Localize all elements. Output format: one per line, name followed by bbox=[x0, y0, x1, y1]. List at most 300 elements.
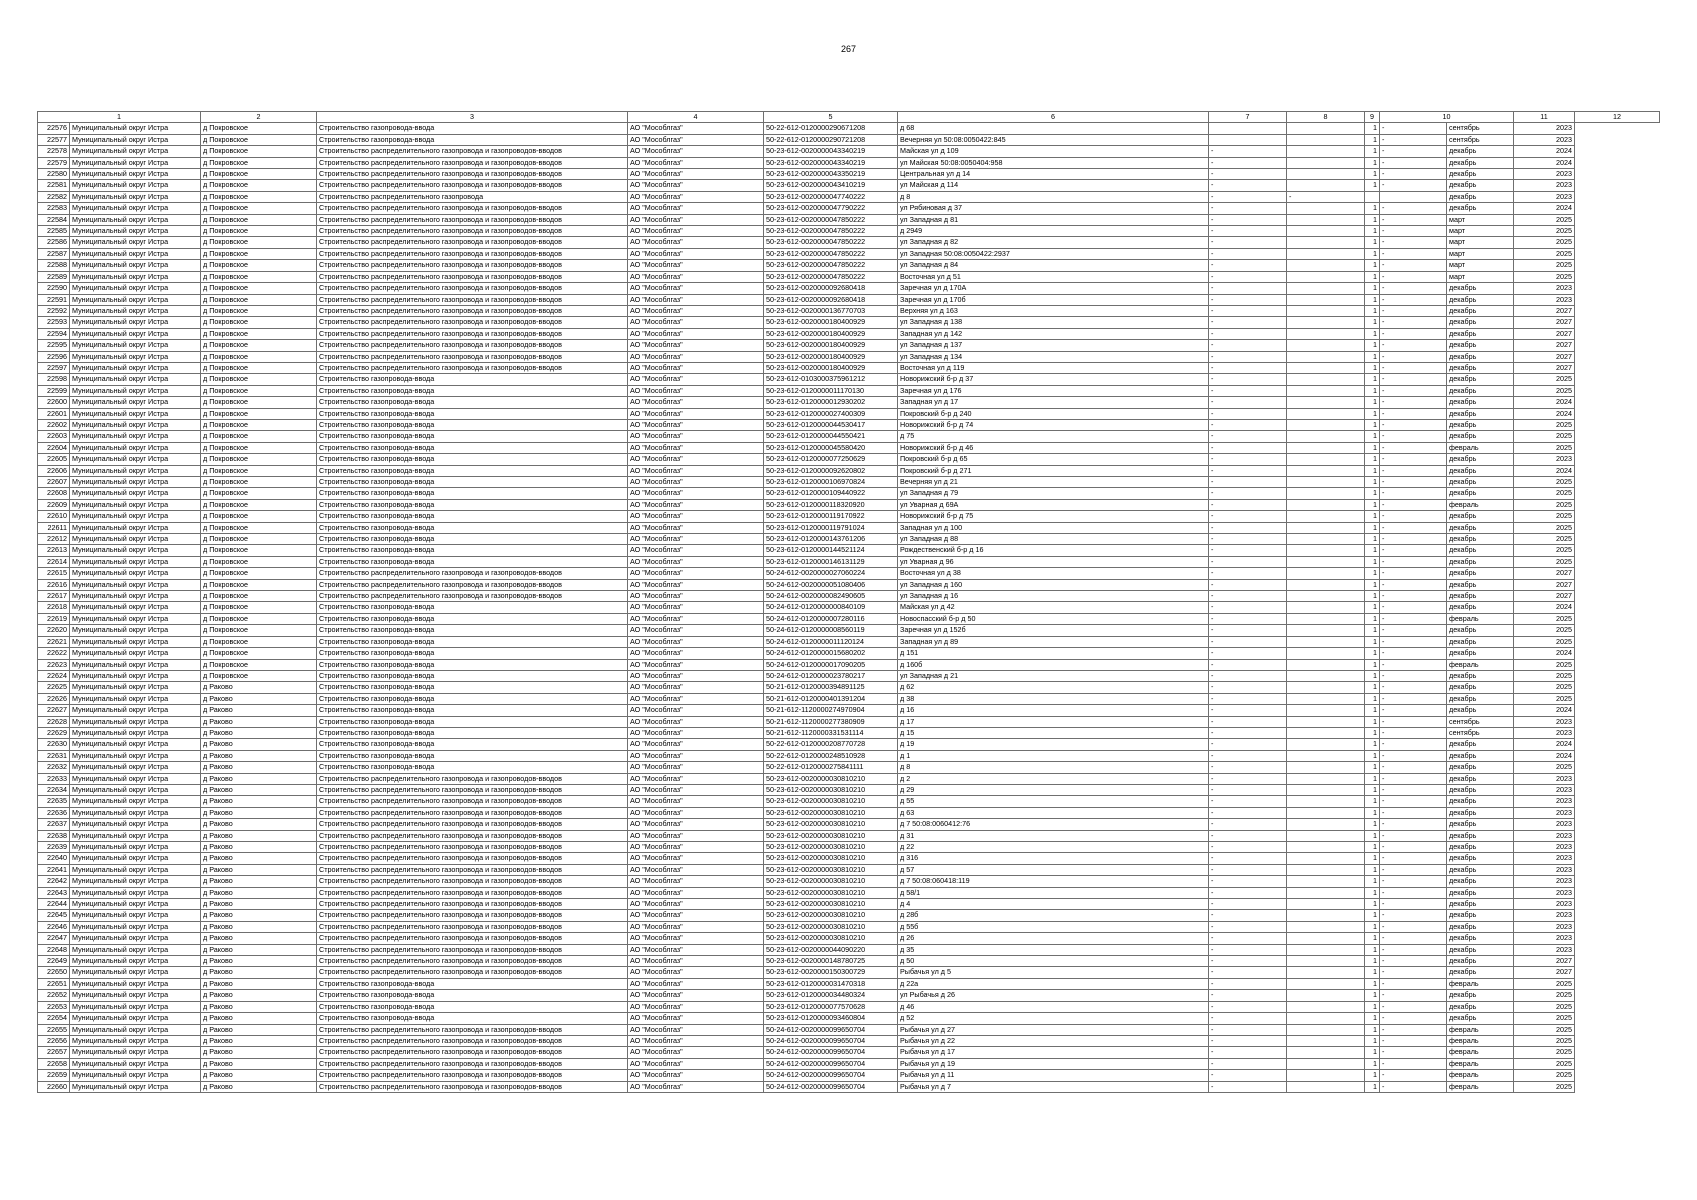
column-9-cell bbox=[1287, 226, 1365, 237]
column-8-cell: - bbox=[1209, 670, 1287, 681]
year-cell: 2025 bbox=[1514, 1070, 1575, 1081]
count-cell: 1 bbox=[1365, 864, 1380, 875]
application-number-cell: 50-23-612-0020000180400929 bbox=[764, 328, 898, 339]
year-cell: 2023 bbox=[1514, 807, 1575, 818]
address-cell: д 17 bbox=[898, 716, 1209, 727]
column-9-cell bbox=[1287, 271, 1365, 282]
column-header-2: 2 bbox=[201, 112, 317, 123]
year-cell: 2025 bbox=[1514, 237, 1575, 248]
work-type-cell: Строительство газопровода-ввода bbox=[317, 499, 628, 510]
column-10-cell: - bbox=[1380, 522, 1447, 533]
column-9-cell bbox=[1287, 1058, 1365, 1069]
column-8-cell: - bbox=[1209, 214, 1287, 225]
row-number-cell: 22616 bbox=[38, 579, 70, 590]
month-cell: декабрь bbox=[1447, 807, 1514, 818]
organization-cell: АО "Мособлгаз" bbox=[628, 990, 764, 1001]
table-row bbox=[38, 1047, 1660, 1058]
column-10-cell: - bbox=[1380, 556, 1447, 567]
column-8-cell: - bbox=[1209, 796, 1287, 807]
year-cell: 2025 bbox=[1514, 545, 1575, 556]
district-cell: Муниципальный округ Истра bbox=[70, 134, 201, 145]
table-row bbox=[38, 511, 1660, 522]
year-cell: 2023 bbox=[1514, 921, 1575, 932]
year-cell: 2025 bbox=[1514, 1024, 1575, 1035]
month-cell: сентябрь bbox=[1447, 716, 1514, 727]
row-number-cell: 22626 bbox=[38, 693, 70, 704]
application-number-cell: 50-23-612-0020000047740222 bbox=[764, 191, 898, 202]
month-cell: декабрь bbox=[1447, 431, 1514, 442]
month-cell: декабрь bbox=[1447, 351, 1514, 362]
column-8-cell: - bbox=[1209, 1013, 1287, 1024]
column-9-cell bbox=[1287, 990, 1365, 1001]
application-number-cell: 50-22-612-0120000290721208 bbox=[764, 134, 898, 145]
application-number-cell: 50-23-612-0120000012930202 bbox=[764, 397, 898, 408]
work-type-cell: Строительство распределительного газопровода и газопроводов-вводов bbox=[317, 169, 628, 180]
count-cell: 1 bbox=[1365, 705, 1380, 716]
column-10-cell: - bbox=[1380, 648, 1447, 659]
column-9-cell bbox=[1287, 397, 1365, 408]
row-number-cell: 22625 bbox=[38, 682, 70, 693]
year-cell: 2025 bbox=[1514, 1001, 1575, 1012]
column-header-6: 6 bbox=[898, 112, 1209, 123]
organization-cell: АО "Мособлгаз" bbox=[628, 819, 764, 830]
table-row bbox=[38, 682, 1660, 693]
address-cell: Рыбачья ул д 11 bbox=[898, 1070, 1209, 1081]
address-cell: д 55б bbox=[898, 921, 1209, 932]
year-cell: 2024 bbox=[1514, 203, 1575, 214]
column-10-cell: - bbox=[1380, 545, 1447, 556]
column-8-cell: - bbox=[1209, 807, 1287, 818]
application-number-cell: 50-23-612-0020000030810210 bbox=[764, 864, 898, 875]
settlement-cell: д Раково bbox=[201, 705, 317, 716]
organization-cell: АО "Мособлгаз" bbox=[628, 967, 764, 978]
application-number-cell: 50-23-612-0120000011170130 bbox=[764, 385, 898, 396]
settlement-cell: д Покровское bbox=[201, 670, 317, 681]
application-number-cell: 50-24-612-0120000007280116 bbox=[764, 613, 898, 624]
month-cell: декабрь bbox=[1447, 819, 1514, 830]
work-type-cell: Строительство распределительного газопровода и газопроводов-вводов bbox=[317, 260, 628, 271]
year-cell: 2023 bbox=[1514, 864, 1575, 875]
count-cell: 1 bbox=[1365, 1081, 1380, 1092]
row-number-cell: 22652 bbox=[38, 990, 70, 1001]
district-cell: Муниципальный округ Истра bbox=[70, 830, 201, 841]
count-cell: 1 bbox=[1365, 773, 1380, 784]
month-cell: февраль bbox=[1447, 1035, 1514, 1046]
organization-cell: АО "Мособлгаз" bbox=[628, 921, 764, 932]
table-row bbox=[38, 271, 1660, 282]
table-row bbox=[38, 887, 1660, 898]
settlement-cell: д Покровское bbox=[201, 351, 317, 362]
column-8-cell: - bbox=[1209, 191, 1287, 202]
application-number-cell: 50-23-612-0120000092620802 bbox=[764, 465, 898, 476]
column-10-cell: - bbox=[1380, 693, 1447, 704]
count-cell: 1 bbox=[1365, 431, 1380, 442]
month-cell: декабрь bbox=[1447, 773, 1514, 784]
month-cell: декабрь bbox=[1447, 648, 1514, 659]
count-cell: 1 bbox=[1365, 465, 1380, 476]
count-cell: 1 bbox=[1365, 534, 1380, 545]
district-cell: Муниципальный округ Истра bbox=[70, 248, 201, 259]
year-cell: 2023 bbox=[1514, 191, 1575, 202]
district-cell: Муниципальный округ Истра bbox=[70, 876, 201, 887]
column-8-cell: - bbox=[1209, 591, 1287, 602]
application-number-cell: 50-22-612-0120000275841111 bbox=[764, 762, 898, 773]
column-9-cell bbox=[1287, 944, 1365, 955]
year-cell: 2025 bbox=[1514, 625, 1575, 636]
count-cell: 1 bbox=[1365, 146, 1380, 157]
settlement-cell: д Раково bbox=[201, 1013, 317, 1024]
address-cell: ул Майская д 114 bbox=[898, 180, 1209, 191]
header-row bbox=[38, 112, 1660, 123]
count-cell: 1 bbox=[1365, 385, 1380, 396]
application-number-cell: 50-24-612-0020000099650704 bbox=[764, 1024, 898, 1035]
column-10-cell: - bbox=[1380, 534, 1447, 545]
column-10-cell: - bbox=[1380, 328, 1447, 339]
year-cell: 2027 bbox=[1514, 340, 1575, 351]
address-cell: д 316 bbox=[898, 853, 1209, 864]
organization-cell: АО "Мособлгаз" bbox=[628, 442, 764, 453]
month-cell: декабрь bbox=[1447, 784, 1514, 795]
organization-cell: АО "Мособлгаз" bbox=[628, 1070, 764, 1081]
column-8-cell: - bbox=[1209, 397, 1287, 408]
month-cell: декабрь bbox=[1447, 294, 1514, 305]
row-number-cell: 22646 bbox=[38, 921, 70, 932]
month-cell: декабрь bbox=[1447, 419, 1514, 430]
year-cell: 2023 bbox=[1514, 716, 1575, 727]
application-number-cell: 50-23-612-0120000044550421 bbox=[764, 431, 898, 442]
settlement-cell: д Покровское bbox=[201, 362, 317, 373]
column-9-cell bbox=[1287, 773, 1365, 784]
organization-cell: АО "Мособлгаз" bbox=[628, 933, 764, 944]
work-type-cell: Строительство распределительного газопровода и газопроводов-вводов bbox=[317, 157, 628, 168]
count-cell: 1 bbox=[1365, 397, 1380, 408]
address-cell: Новорижский б-р д 46 bbox=[898, 442, 1209, 453]
application-number-cell: 50-23-612-0120000077250629 bbox=[764, 454, 898, 465]
district-cell: Муниципальный округ Истра bbox=[70, 226, 201, 237]
count-cell: 1 bbox=[1365, 1035, 1380, 1046]
table-row bbox=[38, 933, 1660, 944]
district-cell: Муниципальный округ Истра bbox=[70, 1013, 201, 1024]
organization-cell: АО "Мособлгаз" bbox=[628, 477, 764, 488]
column-9-cell bbox=[1287, 317, 1365, 328]
settlement-cell: д Покровское bbox=[201, 385, 317, 396]
row-number-cell: 22587 bbox=[38, 248, 70, 259]
organization-cell: АО "Мособлгаз" bbox=[628, 762, 764, 773]
month-cell: декабрь bbox=[1447, 465, 1514, 476]
column-9-cell bbox=[1287, 340, 1365, 351]
month-cell: декабрь bbox=[1447, 636, 1514, 647]
table-row bbox=[38, 1035, 1660, 1046]
column-8-cell: - bbox=[1209, 294, 1287, 305]
table-row bbox=[38, 1024, 1660, 1035]
address-cell: д 7 50:08:0060412:76 bbox=[898, 819, 1209, 830]
settlement-cell: д Раково bbox=[201, 1070, 317, 1081]
address-cell: д 38 bbox=[898, 693, 1209, 704]
address-cell: Рыбачья ул д 5 bbox=[898, 967, 1209, 978]
district-cell: Муниципальный округ Истра bbox=[70, 305, 201, 316]
organization-cell: АО "Мособлгаз" bbox=[628, 522, 764, 533]
column-9-cell bbox=[1287, 762, 1365, 773]
column-10-cell: - bbox=[1380, 796, 1447, 807]
application-number-cell: 50-24-612-0020000099650704 bbox=[764, 1058, 898, 1069]
row-number-cell: 22584 bbox=[38, 214, 70, 225]
year-cell: 2023 bbox=[1514, 727, 1575, 738]
application-number-cell: 50-23-612-0120000027400309 bbox=[764, 408, 898, 419]
year-cell: 2023 bbox=[1514, 819, 1575, 830]
table-row bbox=[38, 750, 1660, 761]
application-number-cell: 50-21-612-0120000394891125 bbox=[764, 682, 898, 693]
column-header-9: 9 bbox=[1365, 112, 1380, 123]
work-type-cell: Строительство распределительного газопровода и газопроводов-вводов bbox=[317, 1070, 628, 1081]
application-number-cell: 50-23-612-0020000047850222 bbox=[764, 260, 898, 271]
work-type-cell: Строительство распределительного газопровода и газопроводов-вводов bbox=[317, 305, 628, 316]
column-9-cell bbox=[1287, 134, 1365, 145]
settlement-cell: д Покровское bbox=[201, 602, 317, 613]
district-cell: Муниципальный округ Истра bbox=[70, 602, 201, 613]
settlement-cell: д Раково bbox=[201, 1058, 317, 1069]
district-cell: Муниципальный округ Истра bbox=[70, 442, 201, 453]
address-cell: д 46 bbox=[898, 1001, 1209, 1012]
application-number-cell: 50-23-612-0020000047850222 bbox=[764, 226, 898, 237]
organization-cell: АО "Мособлгаз" bbox=[628, 397, 764, 408]
settlement-cell: д Покровское bbox=[201, 328, 317, 339]
application-number-cell: 50-23-612-0020000092680418 bbox=[764, 294, 898, 305]
month-cell: декабрь bbox=[1447, 842, 1514, 853]
year-cell: 2025 bbox=[1514, 682, 1575, 693]
row-number-cell: 22576 bbox=[38, 123, 70, 134]
column-9-cell bbox=[1287, 636, 1365, 647]
column-header-7: 7 bbox=[1209, 112, 1287, 123]
settlement-cell: д Раково bbox=[201, 1024, 317, 1035]
count-cell: 1 bbox=[1365, 226, 1380, 237]
application-number-cell: 50-23-612-0120000143761206 bbox=[764, 534, 898, 545]
district-cell: Муниципальный округ Истра bbox=[70, 351, 201, 362]
count-cell: 1 bbox=[1365, 1070, 1380, 1081]
address-cell: д 62 bbox=[898, 682, 1209, 693]
table-row bbox=[38, 1013, 1660, 1024]
settlement-cell: д Раково bbox=[201, 967, 317, 978]
column-10-cell: - bbox=[1380, 260, 1447, 271]
registry-table bbox=[37, 111, 1660, 1093]
column-8-cell: - bbox=[1209, 203, 1287, 214]
settlement-cell: д Покровское bbox=[201, 454, 317, 465]
table-row bbox=[38, 773, 1660, 784]
column-8-cell: - bbox=[1209, 419, 1287, 430]
organization-cell: АО "Мособлгаз" bbox=[628, 146, 764, 157]
district-cell: Муниципальный округ Истра bbox=[70, 408, 201, 419]
settlement-cell: д Раково bbox=[201, 716, 317, 727]
column-8-cell: - bbox=[1209, 260, 1287, 271]
row-number-cell: 22615 bbox=[38, 568, 70, 579]
work-type-cell: Строительство газопровода-ввода bbox=[317, 636, 628, 647]
column-9-cell bbox=[1287, 305, 1365, 316]
count-cell: 1 bbox=[1365, 271, 1380, 282]
column-10-cell: - bbox=[1380, 956, 1447, 967]
count-cell: 1 bbox=[1365, 750, 1380, 761]
month-cell: декабрь bbox=[1447, 625, 1514, 636]
month-cell: декабрь bbox=[1447, 1013, 1514, 1024]
work-type-cell: Строительство газопровода-ввода bbox=[317, 613, 628, 624]
year-cell: 2025 bbox=[1514, 613, 1575, 624]
row-number-cell: 22660 bbox=[38, 1081, 70, 1092]
address-cell: Майская ул д 109 bbox=[898, 146, 1209, 157]
column-9-cell bbox=[1287, 978, 1365, 989]
count-cell: 1 bbox=[1365, 944, 1380, 955]
column-9-cell bbox=[1287, 123, 1365, 134]
month-cell: декабрь bbox=[1447, 796, 1514, 807]
row-number-cell: 22632 bbox=[38, 762, 70, 773]
column-10-cell: - bbox=[1380, 237, 1447, 248]
table-row bbox=[38, 1001, 1660, 1012]
application-number-cell: 50-24-612-0020000099650704 bbox=[764, 1035, 898, 1046]
table-row bbox=[38, 488, 1660, 499]
count-cell: 1 bbox=[1365, 419, 1380, 430]
column-9-cell bbox=[1287, 283, 1365, 294]
column-8-cell: - bbox=[1209, 1035, 1287, 1046]
district-cell: Муниципальный округ Истра bbox=[70, 362, 201, 373]
application-number-cell: 50-23-612-0020000030810210 bbox=[764, 910, 898, 921]
application-number-cell: 50-23-612-0020000044090220 bbox=[764, 944, 898, 955]
column-10-cell: - bbox=[1380, 408, 1447, 419]
organization-cell: АО "Мособлгаз" bbox=[628, 294, 764, 305]
table-row bbox=[38, 499, 1660, 510]
row-number-cell: 22653 bbox=[38, 1001, 70, 1012]
column-9-cell bbox=[1287, 796, 1365, 807]
district-cell: Муниципальный округ Истра bbox=[70, 990, 201, 1001]
settlement-cell: д Раково bbox=[201, 739, 317, 750]
count-cell: 1 bbox=[1365, 887, 1380, 898]
column-8-cell: - bbox=[1209, 773, 1287, 784]
application-number-cell: 50-23-612-0020000043410219 bbox=[764, 180, 898, 191]
organization-cell: АО "Мособлгаз" bbox=[628, 328, 764, 339]
count-cell: 1 bbox=[1365, 716, 1380, 727]
organization-cell: АО "Мособлгаз" bbox=[628, 693, 764, 704]
organization-cell: АО "Мособлгаз" bbox=[628, 180, 764, 191]
year-cell: 2023 bbox=[1514, 123, 1575, 134]
column-9-cell bbox=[1287, 887, 1365, 898]
row-number-cell: 22650 bbox=[38, 967, 70, 978]
district-cell: Муниципальный округ Истра bbox=[70, 568, 201, 579]
year-cell: 2025 bbox=[1514, 271, 1575, 282]
table-row bbox=[38, 842, 1660, 853]
settlement-cell: д Раково bbox=[201, 762, 317, 773]
table-row bbox=[38, 226, 1660, 237]
count-cell: 1 bbox=[1365, 294, 1380, 305]
settlement-cell: д Раково bbox=[201, 819, 317, 830]
count-cell bbox=[1365, 191, 1380, 202]
settlement-cell: д Покровское bbox=[201, 659, 317, 670]
year-cell: 2023 bbox=[1514, 784, 1575, 795]
column-8-cell: - bbox=[1209, 956, 1287, 967]
district-cell: Муниципальный округ Истра bbox=[70, 499, 201, 510]
address-cell: д 2949 bbox=[898, 226, 1209, 237]
organization-cell: АО "Мособлгаз" bbox=[628, 978, 764, 989]
application-number-cell: 50-23-612-0020000180400929 bbox=[764, 317, 898, 328]
district-cell: Муниципальный округ Истра bbox=[70, 727, 201, 738]
district-cell: Муниципальный округ Истра bbox=[70, 545, 201, 556]
application-number-cell: 50-23-612-0020000030810210 bbox=[764, 899, 898, 910]
column-8-cell: - bbox=[1209, 579, 1287, 590]
work-type-cell: Строительство распределительного газопровода и газопроводов-вводов bbox=[317, 921, 628, 932]
organization-cell: АО "Мособлгаз" bbox=[628, 362, 764, 373]
work-type-cell: Строительство распределительного газопровода и газопроводов-вводов bbox=[317, 910, 628, 921]
count-cell: 1 bbox=[1365, 796, 1380, 807]
column-10-cell: - bbox=[1380, 933, 1447, 944]
year-cell: 2027 bbox=[1514, 956, 1575, 967]
column-8-cell: - bbox=[1209, 716, 1287, 727]
district-cell: Муниципальный округ Истра bbox=[70, 180, 201, 191]
column-10-cell: - bbox=[1380, 294, 1447, 305]
application-number-cell: 50-23-612-0120000119170922 bbox=[764, 511, 898, 522]
column-10-cell: - bbox=[1380, 1001, 1447, 1012]
column-10-cell: - bbox=[1380, 830, 1447, 841]
year-cell: 2025 bbox=[1514, 1058, 1575, 1069]
settlement-cell: д Раково bbox=[201, 876, 317, 887]
year-cell: 2025 bbox=[1514, 534, 1575, 545]
district-cell: Муниципальный округ Истра bbox=[70, 1047, 201, 1058]
year-cell: 2025 bbox=[1514, 659, 1575, 670]
row-number-cell: 22633 bbox=[38, 773, 70, 784]
column-9-cell bbox=[1287, 876, 1365, 887]
settlement-cell: д Покровское bbox=[201, 226, 317, 237]
count-cell: 1 bbox=[1365, 978, 1380, 989]
table-row bbox=[38, 613, 1660, 624]
district-cell: Муниципальный округ Истра bbox=[70, 385, 201, 396]
year-cell: 2024 bbox=[1514, 739, 1575, 750]
district-cell: Муниципальный округ Истра bbox=[70, 739, 201, 750]
address-cell: д 16 bbox=[898, 705, 1209, 716]
settlement-cell: д Покровское bbox=[201, 191, 317, 202]
month-cell: декабрь bbox=[1447, 511, 1514, 522]
settlement-cell: д Покровское bbox=[201, 534, 317, 545]
address-cell: д 57 bbox=[898, 864, 1209, 875]
column-8-cell: - bbox=[1209, 465, 1287, 476]
address-cell: Заречная ул д 170А bbox=[898, 283, 1209, 294]
count-cell: 1 bbox=[1365, 134, 1380, 145]
table-row bbox=[38, 807, 1660, 818]
work-type-cell: Строительство газопровода-ввода bbox=[317, 511, 628, 522]
settlement-cell: д Раково bbox=[201, 887, 317, 898]
count-cell: 1 bbox=[1365, 648, 1380, 659]
settlement-cell: д Раково bbox=[201, 773, 317, 784]
column-8-cell: - bbox=[1209, 499, 1287, 510]
organization-cell: АО "Мособлгаз" bbox=[628, 659, 764, 670]
month-cell: март bbox=[1447, 248, 1514, 259]
district-cell: Муниципальный округ Истра bbox=[70, 887, 201, 898]
address-cell: Восточная ул д 119 bbox=[898, 362, 1209, 373]
count-cell: 1 bbox=[1365, 727, 1380, 738]
count-cell: 1 bbox=[1365, 625, 1380, 636]
district-cell: Муниципальный округ Истра bbox=[70, 203, 201, 214]
year-cell: 2023 bbox=[1514, 876, 1575, 887]
organization-cell: АО "Мособлгаз" bbox=[628, 944, 764, 955]
row-number-cell: 22619 bbox=[38, 613, 70, 624]
month-cell: декабрь bbox=[1447, 750, 1514, 761]
column-9-cell bbox=[1287, 522, 1365, 533]
month-cell: сентябрь bbox=[1447, 134, 1514, 145]
organization-cell: АО "Мособлгаз" bbox=[628, 739, 764, 750]
address-cell: ул Западная д 16 bbox=[898, 591, 1209, 602]
year-cell: 2027 bbox=[1514, 351, 1575, 362]
year-cell: 2027 bbox=[1514, 967, 1575, 978]
table-row bbox=[38, 910, 1660, 921]
count-cell: 1 bbox=[1365, 591, 1380, 602]
month-cell: декабрь bbox=[1447, 157, 1514, 168]
district-cell: Муниципальный округ Истра bbox=[70, 579, 201, 590]
table-row bbox=[38, 477, 1660, 488]
column-10-cell: - bbox=[1380, 499, 1447, 510]
column-8-cell: - bbox=[1209, 864, 1287, 875]
